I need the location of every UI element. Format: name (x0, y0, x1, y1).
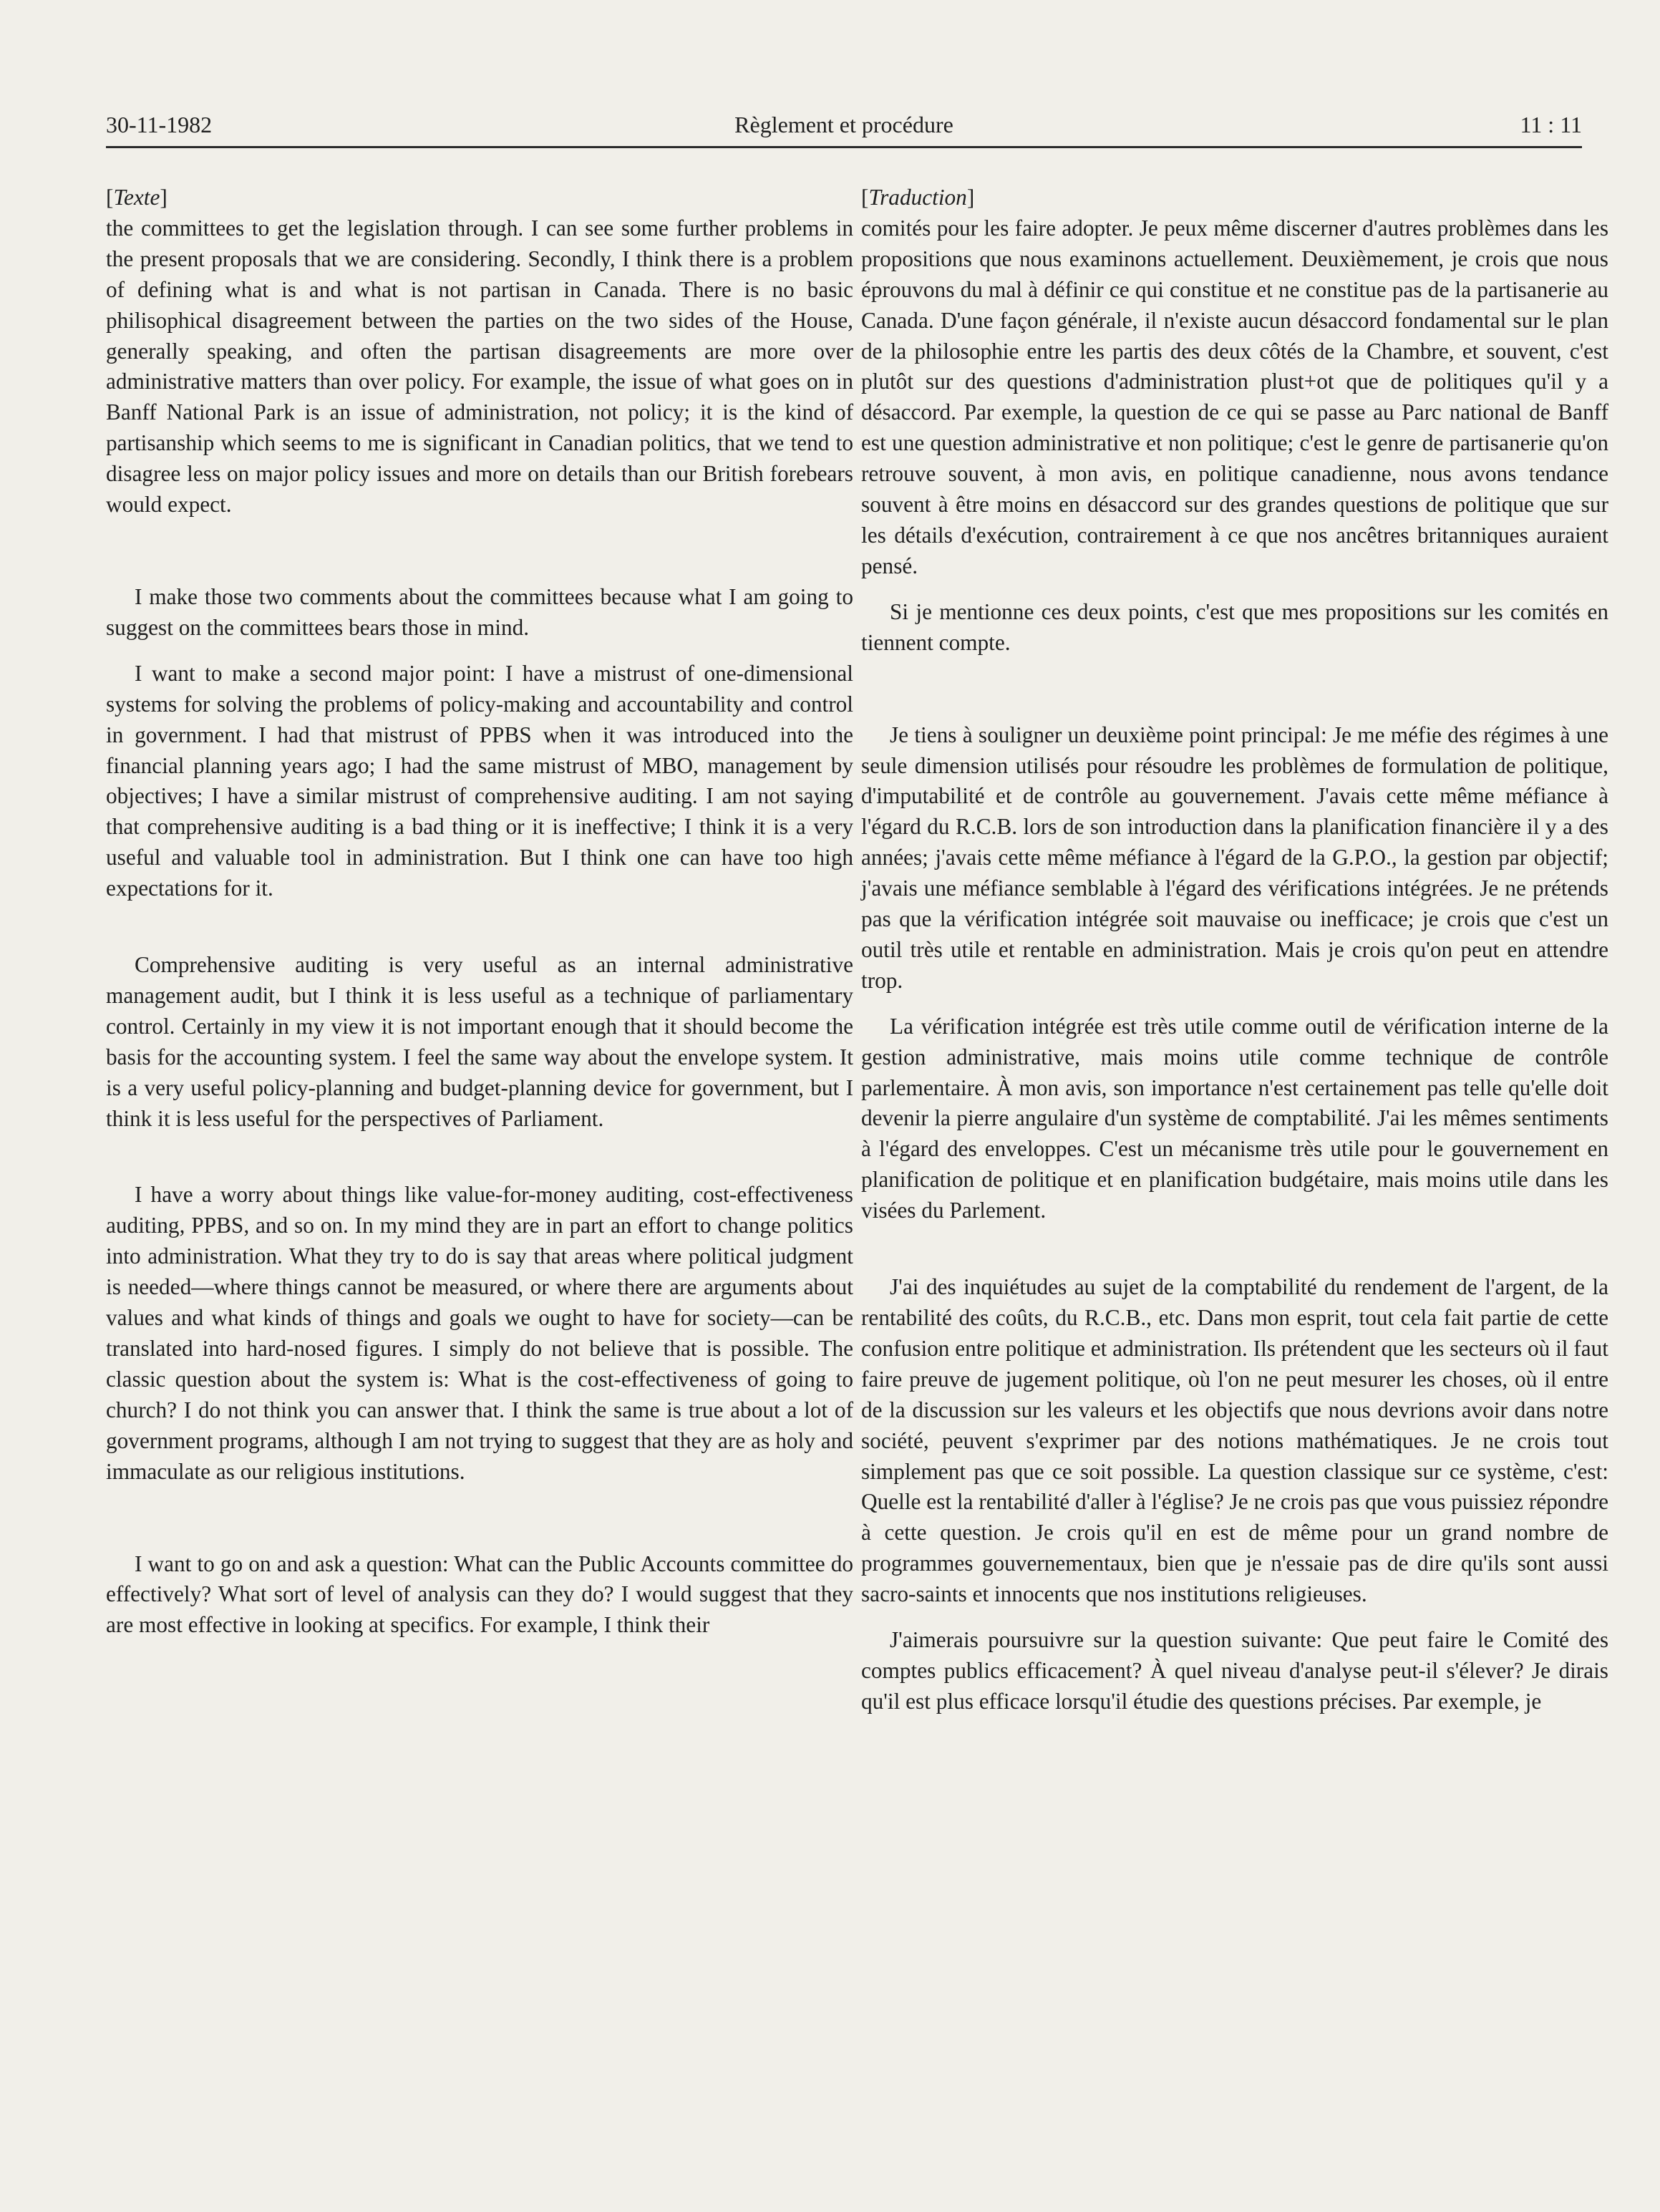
french-paragraph-2: Si je mentionne ces deux points, c'est que mes propositions sur les comités en tiennent compte. (861, 598, 1608, 655)
english-paragraph-5: I have a worry about things like value-for-money auditing, cost-effectiveness auditing, PPBS, and so on. In my mind they are in part an effort to change politics into administration. What they try to do is say that areas where political judgment is needed—where things cannot be measured, or where there are arguments about values and what kinds of things and goals we ought to have for society—can be translated into hard-nosed figures. I simply do not believe that is possible. The classic question about the system is: What is the cost-effectiveness of going to church? I do not think you can answer that. I think the same is true about a lot of government programs, although I am not trying to suggest that they are as holy and immaculate as our religious institutions. (106, 1182, 853, 1484)
english-label-text: Texte (113, 185, 160, 210)
english-paragraph-4: Comprehensive auditing is very useful as an internal administrative management audit, but I think it is less useful as a technique of parliamentary control. Certainly in my view it is not important enough that it should become the basis for the accounting system. I feel the same way about the envelope system. It is a very useful policy-planning and budget-planning device for government, but I think it is less useful for the perspectives of Parliament. (106, 952, 853, 1131)
french-paragraph-5: J'ai des inquiétudes au sujet de la comptabilité du rendement de l'argent, de la rentabilité des coûts, du R.C.B., etc. Dans mon esprit, tout cela fait partie de cette confusion entre politique et administration. Ils prétendent que les secteurs où il faut faire preuve de jugement politique, où l'on ne peut mesurer les choses, où il entre de la discussion sur les valeurs et les objectifs que nous devrions avoir dans notre société, peuvent s'exprimer par des notions mathématiques. Je ne crois tout simplement pas que ce soit possible. La question classique sur ce système, c'est: Quelle est la rentabilité d'aller à l'église? Je ne crois pas que vous puissiez répondre à cette question. Je crois qu'il en est de même pour un grand nombre de programmes gouvernementaux, bien que je n'essaie pas de dire qu'ils sont aussi sacro-saints et innocents que nos institutions religieuses. (861, 1274, 1608, 1607)
english-paragraph-3: I want to make a second major point: I have a mistrust of one-dimensional systems for solving the problems of policy-making and accountability and control in government. I had that mistrust of PPBS when it was introduced into the financial planning years ago; I had the same mistrust of MBO, management by objectives; I have a similar mistrust of comprehensive auditing. I am not saying that comprehensive auditing is a bad thing or it is ineffective; I think it is a very useful and valuable tool in administration. But I think one can have too high expectations for it. (106, 660, 853, 901)
french-column (861, 183, 1608, 1717)
french-column-label: [Traduction] (861, 185, 975, 210)
french-paragraph-3: Je tiens à souligner un deuxième point principal: Je me méfie des régimes à une seule dimension utilisés pour résoudre les problèmes de formulation de politique, d'imputabilité et de contrôle au gouvernement. J'avais cette même méfiance à l'égard du R.C.B. lors de son introduction dans la planification financière il y a des années; j'avais cette même méfiance à l'égard de la G.P.O., la gestion par objectif; j'avais une méfiance semblable à l'égard des vérifications intégrées. Je ne prétends pas que la vérification intégrée soit mauvaise ou inefficace; je crois que c'est un outil très utile et rentable en administration. Mais je crois qu'on peut en attendre trop. (861, 722, 1608, 993)
english-column-label: [Texte] (106, 185, 168, 210)
page-running-title: Règlement et procédure (734, 112, 953, 137)
french-label-text: Traduction (868, 185, 967, 210)
french-paragraph-6: J'aimerais poursuivre sur la question suivante: Que peut faire le Comité des comptes publics efficacement? À quel niveau d'analyse peut-il s'élever? Je dirais qu'il est plus efficace lorsqu'il étudie des questions précises. Par exemple, je (861, 1627, 1608, 1714)
page-header (106, 107, 1582, 148)
english-column (106, 183, 853, 1641)
french-paragraph-1: comités pour les faire adopter. Je peux même discerner d'autres problèmes dans les propositions que nous examinons actuellement. Deuxièmement, je crois que nous éprouvons du mal à définir ce qui constitue et ne constitue pas de la partisanerie au Canada. D'une façon générale, il n'existe aucun désaccord fondamental sur le plan de la philosophie entre les partis des deux côtés de la Chambre, et souvent, c'est plutôt sur des questions d'administration plust+ot que de politiques qu'il y a désaccord. Par exemple, la question de ce qui se passe au Parc national de Banff est une question administrative et non politique; c'est le genre de partisanerie qu'on retrouve souvent, à mon avis, en politique canadienne, nous avons tendance souvent à être moins en désaccord sur des grandes questions de politique que sur les détails d'exécution, contrairement à ce que nos ancêtres britanniques auraient pensé. (861, 215, 1608, 578)
english-paragraph-1: the committees to get the legislation through. I can see some further problems in the present proposals that we are considering. Secondly, I think there is a problem of defining what is and what is not partisan in Canada. There is no basic philisophical disagreement between the parties on the two sides of the House, generally speaking, and often the partisan disagreements are more over administrative matters than over policy. For example, the issue of what goes on in Banff National Park is an issue of administration, not policy; it is the kind of partisanship which seems to me is significant in Canadian politics, that we tend to disagree less on major policy issues and more on details than our British forebears would expect. (106, 215, 853, 518)
english-paragraph-6: I want to go on and ask a question: What can the Public Accounts committee do effectively? What sort of level of analysis can they do? I would suggest that they are most effective in looking at specifics. For example, I think their (106, 1551, 853, 1638)
page-date: 30-11-1982 (106, 112, 213, 137)
page-number: 11 : 11 (1520, 112, 1582, 137)
english-paragraph-2: I make those two comments about the committees because what I am going to suggest on the committees bears those in mind. (106, 583, 853, 640)
french-paragraph-4: La vérification intégrée est très utile comme outil de vérification interne de la gestion administrative, mais moins utile comme technique de contrôle parlementaire. À mon avis, son importance n'est certainement pas telle qu'elle doit devenir la pierre angulaire d'un système de comptabilité. J'ai les mêmes sentiments à l'égard des enveloppes. C'est un mécanisme très utile pour le gouvernement en planification de politique et en planification budgétaire, mais moins utile dans les visées du Parlement. (861, 1013, 1608, 1223)
